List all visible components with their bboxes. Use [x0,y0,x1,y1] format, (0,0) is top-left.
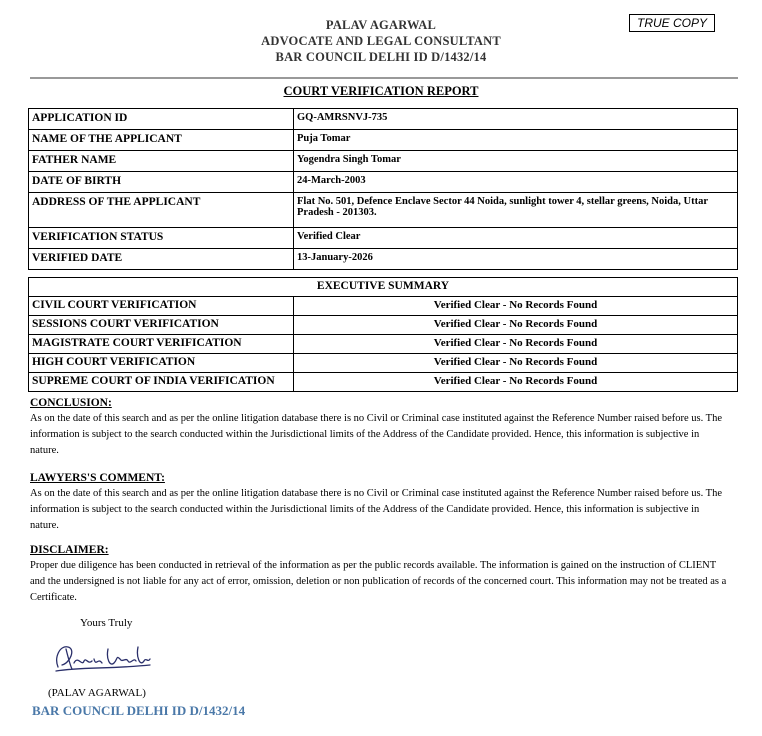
table-row [29,130,738,151]
advocate-name: PALAV AGARWAL [325,18,437,32]
lawyers-comment-section [30,470,730,534]
summary-title: EXECUTIVE SUMMARY [29,278,738,297]
row-label: APPLICATION ID [29,109,294,130]
handwritten-signature [50,637,160,677]
row-value: Verified Clear - No Records Found [294,354,738,373]
row-label: SUPREME COURT OF INDIA VERIFICATION [29,373,294,392]
conclusion-heading: CONCLUSION: [30,397,112,409]
row-value: 24-March-2003 [294,172,738,193]
row-value: Verified Clear - No Records Found [294,373,738,392]
row-label: MAGISTRATE COURT VERIFICATION [29,335,294,354]
header-divider [30,77,738,79]
table-row [29,109,738,130]
applicant-info-table [28,108,738,270]
table-row [29,151,738,172]
table-row [29,278,738,297]
row-label: NAME OF THE APPLICANT [29,130,294,151]
disclaimer-heading: DISCLAIMER: [30,544,109,556]
lawyers-comment-text: As on the date of this search and as per the online litigation database there is no Civil or Criminal case instituted against the Reference Number raised before us. The information is subject to the search conducted within the Jurisdictional limits of the Address of the Candidate provided. Hence, this information is subjective in nature. [30,488,723,531]
table-row [29,373,738,392]
table-row [29,297,738,316]
disclaimer-section [30,542,730,606]
conclusion-section [30,395,730,459]
table-row [29,316,738,335]
row-value: Verified Clear [294,228,738,249]
table-row [29,354,738,373]
row-value: Flat No. 501, Defence Enclave Sector 44 Noida, sunlight tower 4, stellar greens, Noida, Uttar Pradesh - 201303. [294,193,738,228]
row-label: CIVIL COURT VERIFICATION [29,297,294,316]
conclusion-text: As on the date of this search and as per the online litigation database there is no Civil or Criminal case instituted against the Reference Number raised before us. The information is subject to the search conducted within the Jurisdictional limits of the Address of the Candidate provided. Hence, this information is subjective in nature. [30,413,723,456]
row-value: Verified Clear - No Records Found [294,316,738,335]
row-label: SESSIONS COURT VERIFICATION [29,316,294,335]
row-label: HIGH COURT VERIFICATION [29,354,294,373]
row-value: GQ-AMRSNVJ-735 [294,109,738,130]
row-label: ADDRESS OF THE APPLICANT [29,193,294,228]
row-value: 13-January-2026 [294,249,738,270]
lawyers-comment-heading: LAWYERS'S COMMENT: [30,472,165,484]
row-value: Verified Clear - No Records Found [294,297,738,316]
yours-truly: Yours Truly [80,617,133,629]
row-value: Yogendra Singh Tomar [294,151,738,172]
row-label: DATE OF BIRTH [29,172,294,193]
table-row [29,335,738,354]
row-label: VERIFIED DATE [29,249,294,270]
table-row [29,228,738,249]
report-title: COURT VERIFICATION REPORT [283,84,479,98]
disclaimer-text: Proper due diligence has been conducted in retrieval of the information as per the public records available. The information is gained on the instruction of CLIENT and the undersigned is not liable for any act of error, omission, deletion or non publication of records of the concerned court. This information may not be treated as a Certificate. [30,560,727,603]
advocate-bar-id: BAR COUNCIL DELHI ID D/1432/14 [275,50,487,64]
signee-name: (PALAV AGARWAL) [48,687,146,699]
row-label: FATHER NAME [29,151,294,172]
row-value: Verified Clear - No Records Found [294,335,738,354]
table-row [29,172,738,193]
advocate-designation: ADVOCATE AND LEGAL CONSULTANT [261,34,501,48]
table-row [29,249,738,270]
executive-summary-table [28,277,738,392]
true-copy-stamp: TRUE COPY [629,14,715,32]
row-label: VERIFICATION STATUS [29,228,294,249]
row-value: Puja Tomar [294,130,738,151]
table-row [29,193,738,228]
signee-bar-id: BAR COUNCIL DELHI ID D/1432/14 [32,703,246,718]
